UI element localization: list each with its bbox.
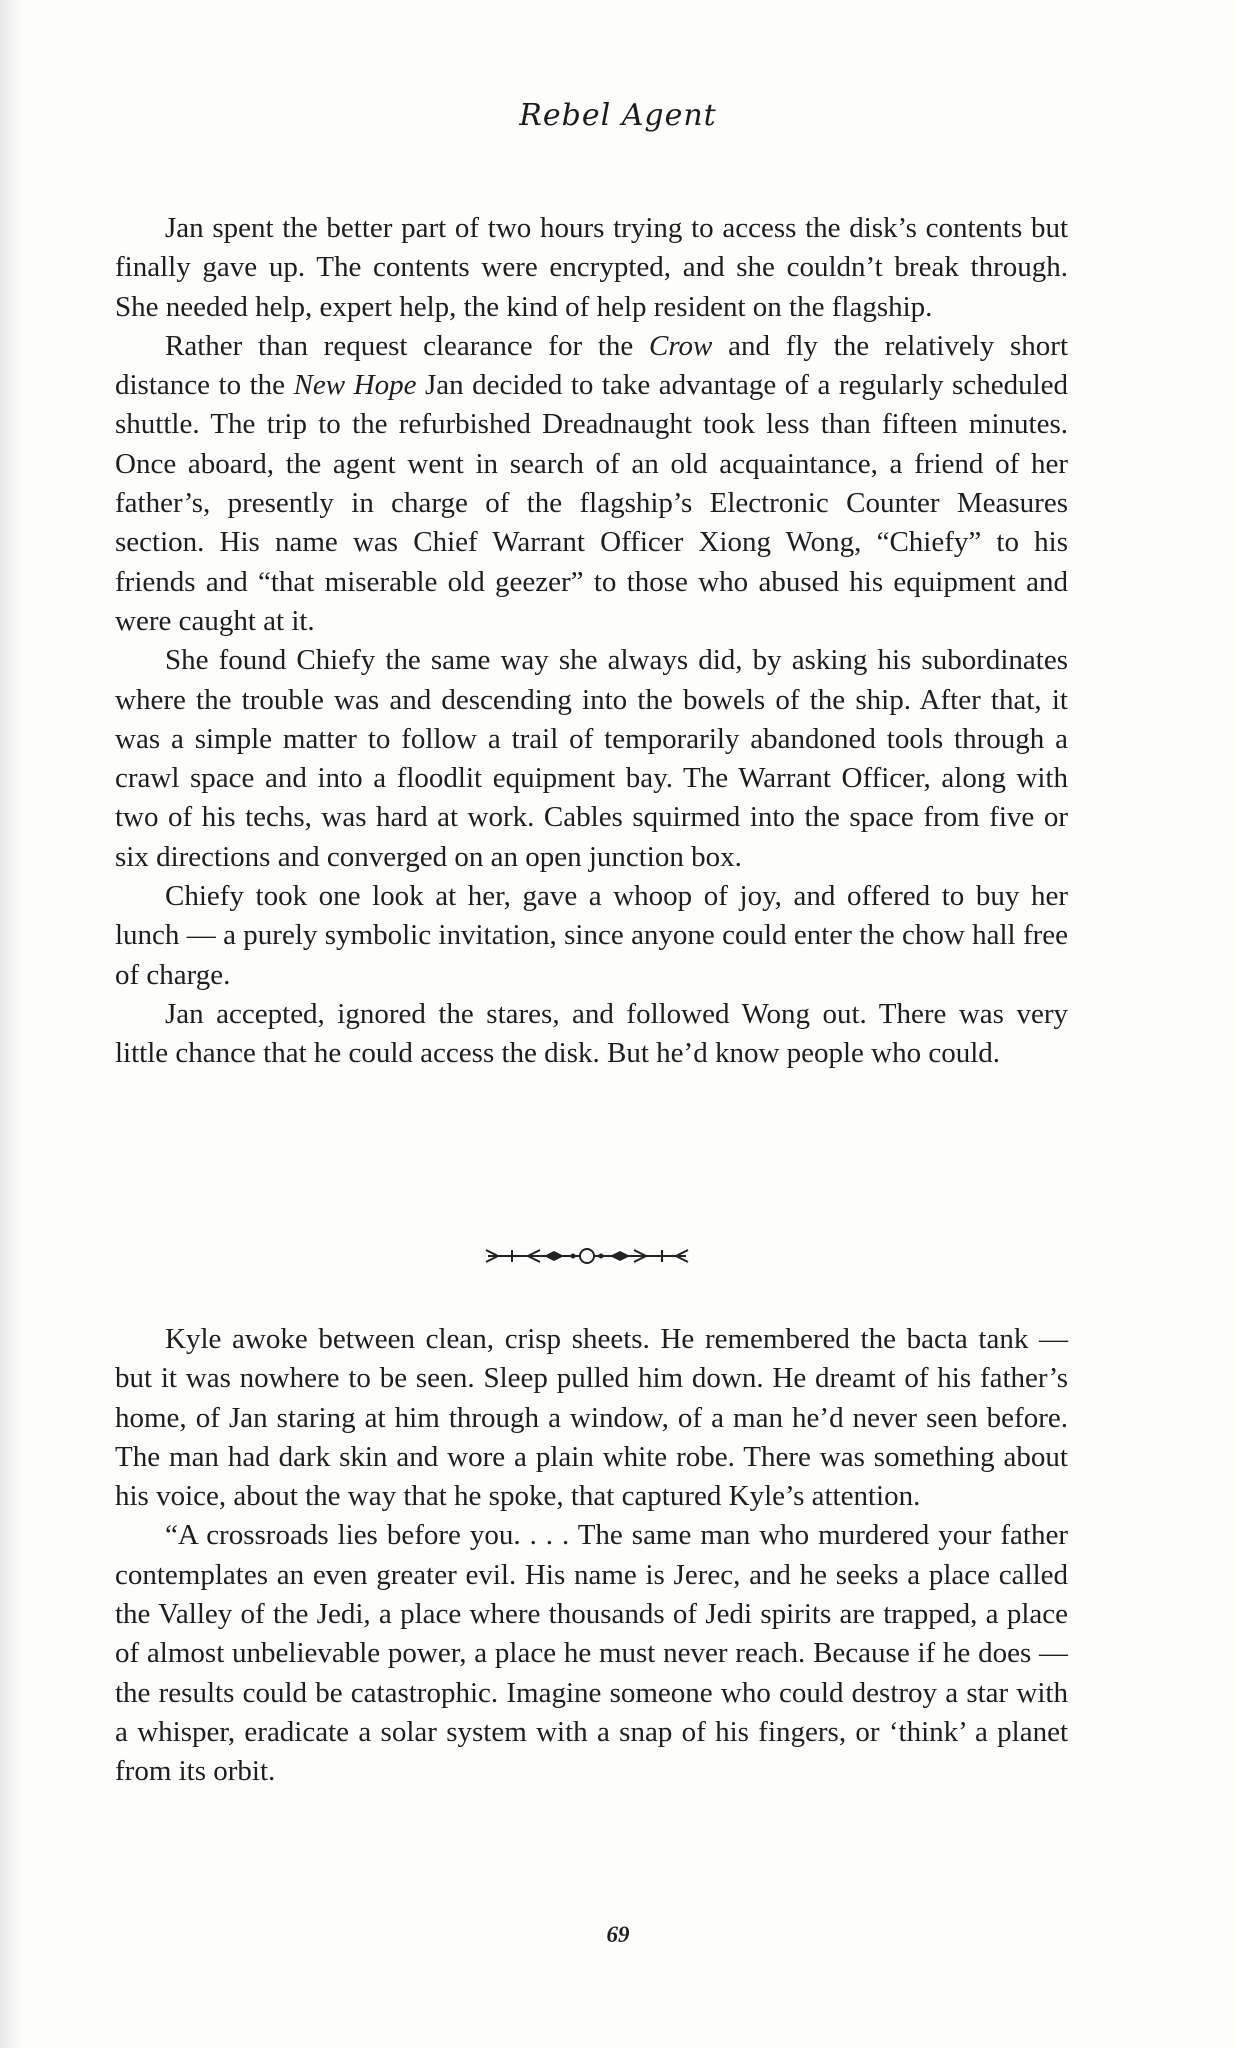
paragraph: “A crossroads lies before you. . . . The same man who murdered your father contemplates an even greater evil. His name is Jerec, and he seeks a place called the Valley of the Jedi, a place where thousands of Jedi spirits are trapped, a place of almost unbelievable power, a place he must never reach. Because if he does — the results could be catastrophic. Imagine someone who could destroy a star with a whisper, eradicate a solar system with a snap of his fingers, or ‘think’ a planet from its orbit. <box>115 1519 1068 1788</box>
paragraph-text: and fly the relatively short distance to the <box>115 329 1068 402</box>
paragraph-text: Rather than request clearance for the <box>165 329 649 362</box>
paragraph: Jan spent the better part of two hours trying to access the disk’s contents but finally gave up. The contents were encrypted, and she couldn’t break through. She needed help, expert help, the kind of help resident on the flagship. <box>115 212 1068 323</box>
paragraph <box>115 327 1068 641</box>
paragraph: Chiefy took one look at her, gave a whoop of joy, and offered to buy her lunch — a purely symbolic invitation, since anyone could enter the chow hall free of charge. <box>115 880 1068 991</box>
page-gutter-shadow <box>0 0 22 2048</box>
paragraph-text: Jan decided to take advantage of a regularly scheduled shuttle. The trip to the refurbished Dreadnaught took less than fifteen minutes. Once aboard, the agent went in search of an old acquaintance, a friend of her father’s, presently in charge of the flagship’s Electronic Counter Measures section. His name was Chief Warrant Officer Xiong Wong, “Chiefy” to his friends and “that miserable old geezer” to those who abused his equipment and were caught at it. <box>115 369 1068 637</box>
section-one <box>115 209 1068 1074</box>
paragraph: Jan accepted, ignored the stares, and followed Wong out. There was very little chance that he could access the disk. But he’d know people who could. <box>115 997 1068 1070</box>
running-head: Rebel Agent <box>519 98 717 133</box>
paragraph: Kyle awoke between clean, crisp sheets. He remembered the bacta tank — but it was nowhere to be seen. Sleep pulled him down. He dreamt of his father’s home, of Jan staring at him through a window, of a man he’d never seen before. The man had dark skin and wore a plain white robe. There was something about his voice, about the way that he spoke, that captured Kyle’s attention. <box>115 1323 1068 1513</box>
section-break-ornament-icon <box>482 1244 692 1268</box>
page-number: 69 <box>606 1922 630 1947</box>
ship-name-crow: Crow <box>648 329 713 362</box>
paragraph: She found Chiefy the same way she always did, by asking his subordinates where the trouble was and descending into the bowels of the ship. After that, it was a simple matter to follow a trail of temporarily abandoned tools through a crawl space and into a floodlit equipment bay. The Warrant Officer, along with two of his techs, was hard at work. Cables squirmed into the space from five or six directions and converged on an open junction box. <box>115 644 1068 873</box>
section-two <box>115 1320 1068 1792</box>
ship-name-new-hope: New Hope <box>293 369 417 402</box>
